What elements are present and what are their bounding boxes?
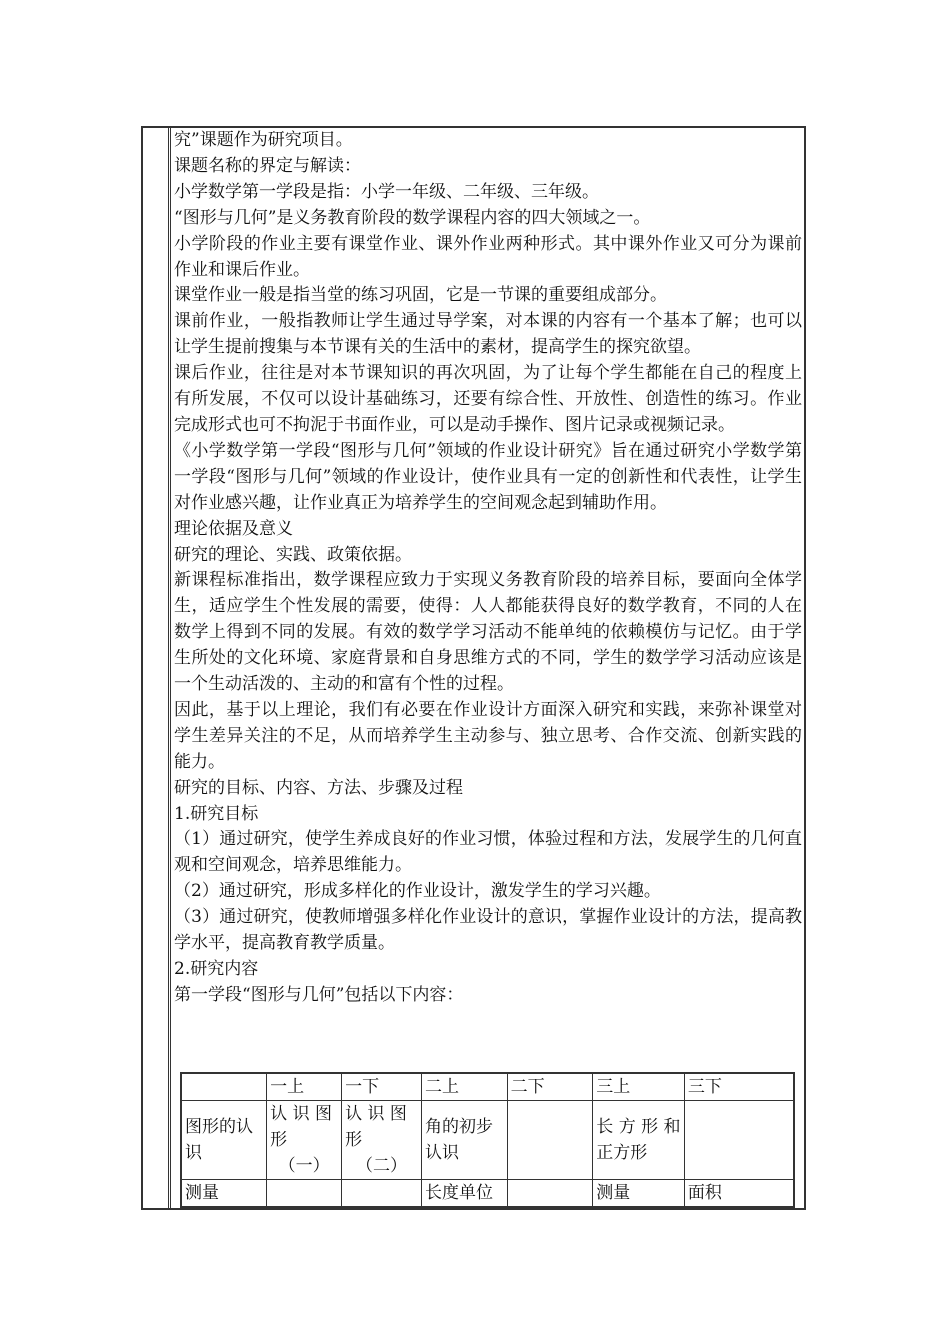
- paragraph: 第一学段“图形与几何”包括以下内容：: [174, 984, 464, 1005]
- table-cell: 角的初步认识: [421, 1101, 507, 1180]
- table-row-label: 图形的认识: [181, 1101, 267, 1180]
- cell-subtext: （一）: [278, 1156, 330, 1176]
- content-table: [180, 1072, 795, 1208]
- document-body: [174, 128, 802, 1009]
- table-row: [181, 1180, 794, 1208]
- paragraph: 研究的理论、实践、政策依据。: [174, 544, 412, 565]
- table-row-label: 测量: [181, 1180, 267, 1208]
- table-cell: [342, 1180, 422, 1208]
- table-cell: [267, 1180, 342, 1208]
- table-cell: [507, 1180, 593, 1208]
- paragraph: 小学阶段的作业主要有课堂作业、课外作业两种形式。其中课外作业又可分为课前作业和课后作业。: [174, 233, 802, 280]
- paragraph: 课堂作业一般是指当堂的练习巩固，它是一节课的重要组成部分。: [174, 285, 667, 306]
- paragraph: “图形与几何”是义务教育阶段的数学课程内容的四大领域之一。: [174, 207, 651, 228]
- table-header-cell: [181, 1073, 267, 1101]
- paragraph: 小学数学第一学段是指：小学一年级、二年级、三年级。: [174, 181, 599, 202]
- cell-text: 认 识 图形: [270, 1104, 332, 1150]
- table-cell: 面积: [684, 1180, 794, 1208]
- section-heading: 研究的目标、内容、方法、步骤及过程: [174, 777, 463, 798]
- paragraph: 因此，基于以上理论，我们有必要在作业设计方面深入研究和实践，来弥补课堂对学生差异关注的不足，从而培养学生主动参与、独立思考、合作交流、创新实践的能力。: [174, 699, 802, 772]
- paragraph: （1）通过研究，使学生养成良好的作业习惯，体验过程和方法，发展学生的几何直观和空间观念，培养思维能力。: [174, 829, 802, 876]
- section-heading: 课题名称的界定与解读：: [174, 155, 361, 176]
- subheading: 2.研究内容: [174, 959, 259, 979]
- paragraph: 课后作业，往往是对本节课知识的再次巩固，为了让每个学生都能在自己的程度上有所发展，不仅可以设计基础练习，还要有综合性、开放性、创造性的练习。作业完成形式也可不拘泥于书面作业，可以是动手操作、图片记录或视频记录。: [174, 363, 802, 435]
- table-cell: [684, 1101, 794, 1180]
- paragraph: （2）通过研究，形成多样化的作业设计，激发学生的学习兴趣。: [174, 881, 661, 902]
- table-cell: [342, 1101, 422, 1180]
- table-header-cell: 二下: [507, 1073, 593, 1101]
- table-header-cell: 三上: [593, 1073, 685, 1101]
- table-cell: [507, 1101, 593, 1180]
- table-header-cell: 一下: [342, 1073, 422, 1101]
- section-heading: 理论依据及意义: [174, 518, 293, 539]
- paragraph: 《小学数学第一学段“图形与几何”领域的作业设计研究》旨在通过研究小学数学第一学段“图形与几何”领域的作业设计，使作业具有一定的创新性和代表性，让学生对作业感兴趣，让作业真正为培养学生的空间观念起到辅助作用。: [174, 440, 802, 513]
- left-label-column: [141, 126, 171, 1210]
- table-row: [181, 1101, 794, 1180]
- paragraph: 新课程标准指出，数学课程应致力于实现义务教育阶段的培养目标，要面向全体学生，适应学生个性发展的需要，使得：人人都能获得良好的数学教育，不同的人在数学上得到不同的发展。有效的数学学习活动不能单纯的依赖模仿与记忆。由于学生所处的文化环境、家庭背景和自身思维方式的不同，学生的数学学习活动应该是一个生动活泼的、主动的和富有个性的过程。: [174, 570, 802, 695]
- paragraph: 课前作业，一般指教师让学生通过导学案，对本课的内容有一个基本了解；也可以让学生提前搜集与本节课有关的生活中的素材，提高学生的探究欲望。: [174, 311, 802, 358]
- subheading: 1.研究目标: [174, 803, 259, 824]
- table-cell: 长度单位: [421, 1180, 507, 1208]
- cell-subtext: （二）: [356, 1156, 408, 1176]
- cell-text: 认 识 图形: [345, 1104, 407, 1150]
- table-header-cell: 三下: [684, 1073, 794, 1101]
- paragraph: 究”课题作为研究项目。: [174, 130, 353, 150]
- table-header-cell: 二上: [421, 1073, 507, 1101]
- table-cell: 测量: [593, 1180, 685, 1208]
- table-cell: [267, 1101, 342, 1180]
- table-cell: 长 方 形 和正方形: [593, 1101, 685, 1180]
- paragraph: （3）通过研究，使教师增强多样化作业设计的意识，掌握作业设计的方法，提高教学水平，提高教育教学质量。: [174, 907, 802, 954]
- table-header-cell: 一上: [267, 1073, 342, 1101]
- table-header-row: [181, 1073, 794, 1101]
